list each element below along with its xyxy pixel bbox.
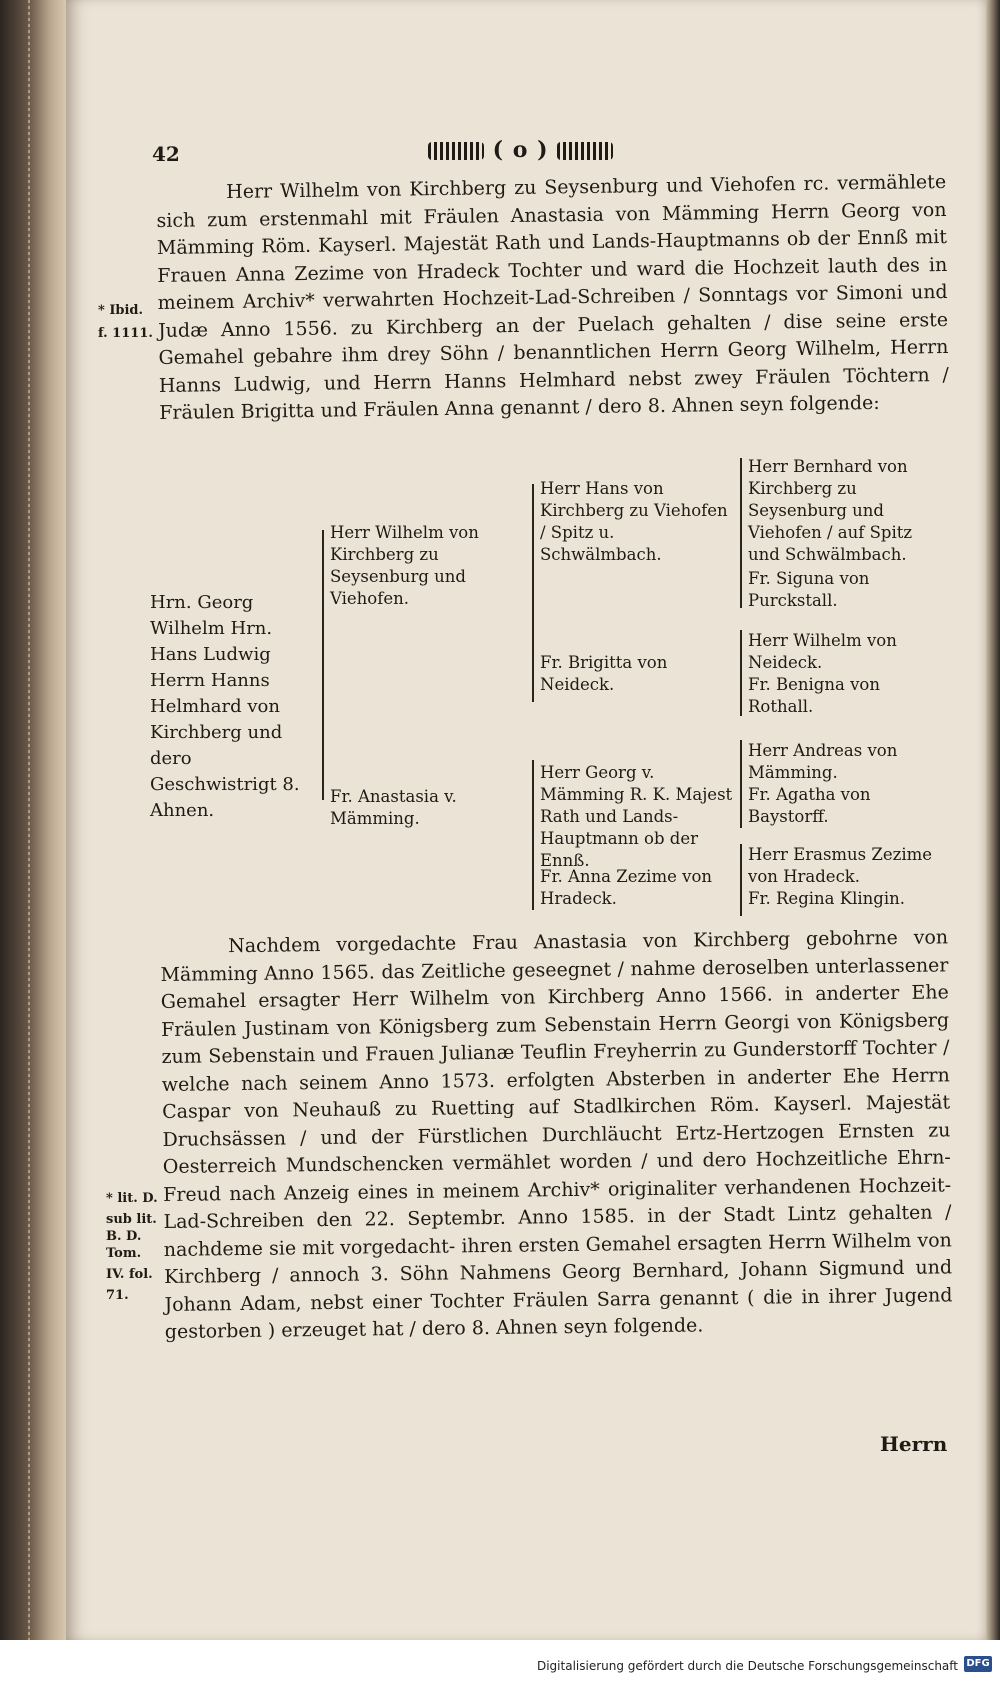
margin-note-2-line-4: Tom. (106, 1246, 142, 1261)
margin-note-2-line-2: sub lit. (106, 1212, 157, 1227)
bracket-root (322, 530, 324, 800)
genealogy-father: Herr Wilhelm von Kirchberg zu Seysenburg und Viehofen. (330, 523, 479, 608)
genealogy-mother: Fr. Anastasia v. Mämming. (330, 787, 457, 828)
header-ornament (428, 137, 613, 163)
bracket-mm (740, 844, 742, 916)
catchword: Herrn (880, 1432, 948, 1456)
margin-note-2-line-6: 71. (106, 1288, 129, 1303)
genealogy-maternal-grandfather: Herr Georg v. Mämming R. K. Majest Rath und Lands-Hauptmann ob der Ennß. (540, 763, 733, 870)
genealogy-ff-mother: Fr. Siguna von Purckstall. (748, 569, 870, 610)
footer-credit: Digitalisierung gefördert durch die Deutsche Forschungsgemeinschaft (536, 1659, 958, 1673)
page-number: 42 (152, 142, 180, 166)
margin-note-1-line-1: * Ibid. (98, 303, 144, 318)
ornament-right-icon (557, 142, 613, 160)
genealogy-paternal-grandfather: Herr Hans von Kirchberg zu Viehofen / Spitz u. Schwälmbach. (540, 479, 728, 564)
paragraph-2: Nachdem vorgedachte Frau Anastasia von Kirchberg gebohrne von Mämming Anno 1565. das Zeitliche geseegnet / nahme deroselben unterlassener Gemahel ersagter Herr Wilhelm von Kirchberg Anno 1566. in anderter Ehe Fräulen Justinam von Königsberg zum Sebenstain Herrn Georgi von Königsberg zum Sebenstain und Frauen Julianæ Teuflin Freyherrin zu Gunderstorff Tochter / welche nach seinem Anno 1573. erfolgten Absterben in anderter Ehe Herrn Caspar von Neuhauß zu Ruetting auf Stadlkirchen Röm. Kayserl. Majestät Druchsässen / und der Fürstlichen Durchläucht Ertz-Hertzogen Ernsten zu Oesterreich Mundschencken vermählet worden / und dero Hochzeitliche Ehrn-Freud nach Anzeig eines in meinem Archiv* originaliter verhandenen Hochzeit-Lad-Schreiben den 22. Septembr. Anno 1585. in der Stadt Lintz gehalten / nachdeme sie mit vorgedacht- ihren ersten Gemahel ersagten Herrn Wilhelm von Kirchberg / annoch 3. Söhn Nahmens Georg Bernhard, Johann Sigmund und Johann Adam, nebst einer Tochter Fräulen Sarra genannt ( die in ihrer Jugend gestorben ) erzeuget hat / dero 8. Ahnen seyn folgende. (160, 926, 953, 1343)
genealogy-root: Hrn. Georg Wilhelm Hrn. Hans Ludwig Herrn Hanns Helmhard von Kirchberg und dero Geschwistrigt 8. Ahnen. (150, 592, 300, 821)
genealogy-mm-mother: Fr. Regina Klingin. (748, 889, 905, 908)
bracket-mf (740, 740, 742, 828)
genealogy-fm-father: Herr Wilhelm von Neideck. (748, 631, 897, 672)
genealogy-maternal-grandmother: Fr. Anna Zezime von Hradeck. (540, 867, 713, 908)
genealogy-mf-father: Herr Andreas von Mämming. (748, 741, 898, 782)
page-edge (986, 0, 1000, 1640)
bracket-ff (740, 458, 742, 608)
margin-note-1 (98, 302, 153, 342)
genealogy-paternal-grandmother: Fr. Brigitta von Neideck. (540, 653, 668, 694)
bracket-mother (532, 760, 534, 910)
bracket-father (532, 484, 534, 702)
book-spine (0, 0, 66, 1640)
paragraph-1: Herr Wilhelm von Kirchberg zu Seysenburg und Viehofen rc. vermählete sich zum erstenmahl mit Fräulen Anastasia von Mämming Herrn Georg von Mämming Röm. Kayserl. Majestät Rath und Lands-Hauptmanns ob der Ennß mit Frauen Anna Zezime von Hradeck Tochter und ward die Hochzeit lauth des in meinem Archiv* verwahrten Hochzeit-Lad-Schreiben / Sonntags vor Simoni und Judæ Anno 1556. zu Kirchberg an der Puelach gehalten / dise seine erste Gemahel gebahre ihm drey Söhn / benanntlichen Herrn Georg Wilhelm, Herrn Hanns Ludwig, und Herrn Hanns Helmhard nebst zwey Fräulen Töchtern / Fräulen Brigitta und Fräulen Anna genannt / dero 8. Ahnen seyn folgende: (156, 170, 949, 424)
genealogy-mf-mother: Fr. Agatha von Baystorff. (748, 785, 871, 826)
genealogy-fm-mother: Fr. Benigna von Rothall. (748, 675, 880, 716)
margin-note-1-line-2: f. 1111. (98, 326, 153, 341)
margin-note-2 (106, 1190, 158, 1304)
ornament-center: ( o ) (492, 137, 549, 163)
genealogy-ff-father: Herr Bernhard von Kirchberg zu Seysenburg und Viehofen / auf Spitz und Schwälmbach. (748, 457, 913, 564)
genealogy-mm-father: Herr Erasmus Zezime von Hradeck. (748, 845, 933, 886)
dfg-logo-icon: DFG (964, 1656, 992, 1672)
ornament-left-icon (428, 142, 484, 160)
margin-note-2-line-1: * lit. D. (106, 1191, 158, 1206)
margin-note-2-line-5: IV. fol. (106, 1267, 153, 1282)
bracket-fm (740, 630, 742, 716)
margin-note-2-line-3: B. D. (106, 1229, 142, 1244)
